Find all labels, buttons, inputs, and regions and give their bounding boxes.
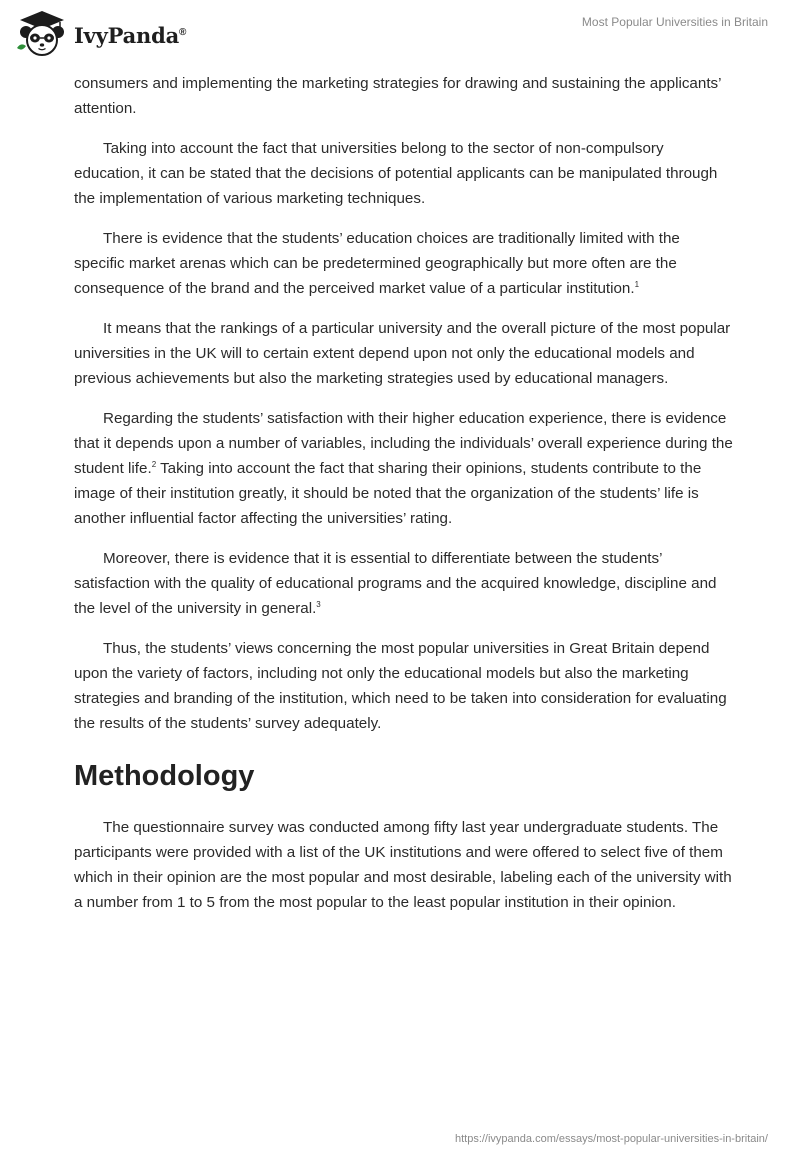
ivypanda-logo[interactable] [14,8,186,58]
paragraph: There is evidence that the students’ education choices are traditionally limited with the specific market arenas which can be predetermined geographically but more often are the consequence of the brand and the perceived market value of a particular institution.$^1$ [74,230,680,297]
page-header [0,0,800,64]
paragraph: The questionnaire survey was conducted among fifty last year undergraduate students. The participants were provided with a list of the UK institutions and were offered to select five of them which in their opinion are the most popular and most desirable, labeling each of the university with a number from 1 to 5 from the most popular to the least popular institution in their opinion. [74,819,732,911]
paragraph: Taking into account the fact that universities belong to the sector of non-compulsory education, it can be stated that the decisions of potential applicants can be manipulated through the implementation of various marketing techniques. [74,140,718,207]
footnote-ref[interactable]: 1 [634,279,640,289]
essay-body [74,71,734,930]
source-url[interactable]: https://ivypanda.com/essays/most-popular-universities-in-britain/ [454,1133,768,1145]
document-title: Most Popular Universities in Britain [581,15,768,29]
paragraph: Thus, the students’ views concerning the most popular universities in Great Britain depend upon the variety of factors, including not only the educational models but also the marketing strategies and branding of the institution, which need to be taken into consideration for evaluating the results of the students’ survey adequately. [74,640,727,732]
footnote-ref[interactable]: 2 [151,459,157,469]
panda-graduate-icon [14,8,70,58]
section-heading: Methodology [74,760,255,792]
paragraph: Moreover, there is evidence that it is essential to differentiate between the students’ satisfaction with the quality of educational programs and the acquired knowledge, discipline and the level of the university in general.$^3$ [74,550,717,617]
paragraph: It means that the rankings of a particular university and the overall picture of the most popular universities in the UK will to certain extent depend upon not only the educational models and previous achievements but also the marketing strategies used by educational managers. [74,320,731,387]
logo-text: IvyPanda® [74,22,187,48]
footnote-ref[interactable]: 3 [316,599,321,609]
paragraph: Regarding the students’ satisfaction with their higher education experience, there is evidence that it depends upon a number of variables, including the individuals’ overall experience during the student life.$^2$ Taking into account the fact that sharing their opinions, students contribute to the image of their institution greatly, it should be noted that the organization of the students’ life is another influential factor affecting the universities’ rating. [74,410,733,527]
paragraph: consumers and implementing the marketing strategies for drawing and sustaining the applicants’ attention. [74,75,721,117]
